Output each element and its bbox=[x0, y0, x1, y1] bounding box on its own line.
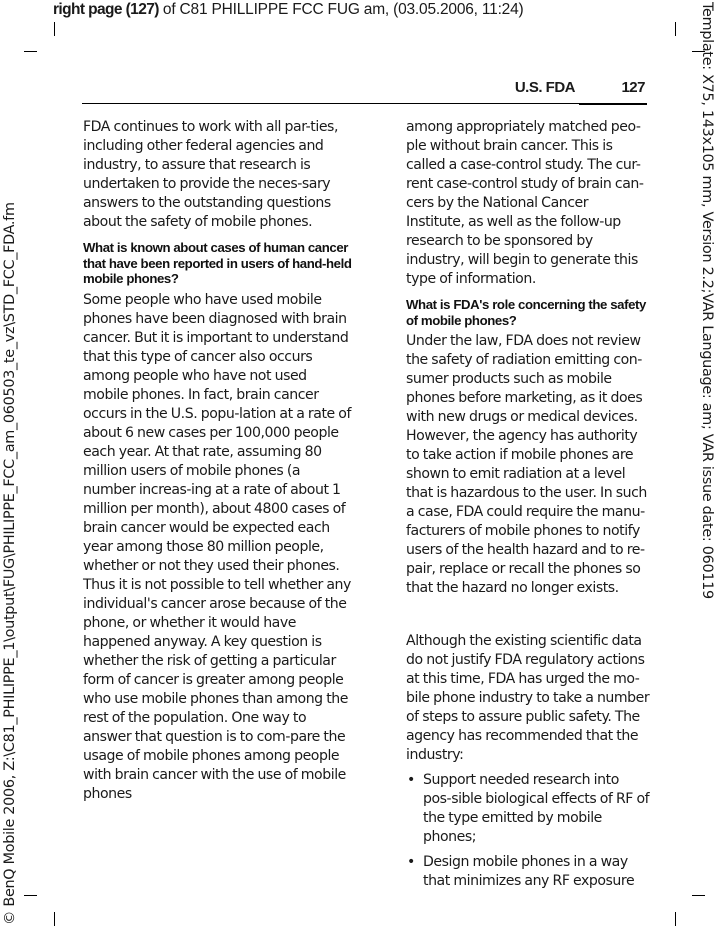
list-item-text: Design mobile phones in a way that minimizes any RF exposure bbox=[423, 854, 635, 889]
crop-mark-top-right-vertical bbox=[675, 22, 676, 36]
paragraph-under-the-law: Under the law, FDA does not review the safety of radiation emitting con-sumer products such as mobile phones before marketing, as it does with new drugs or medical devices. However, the agency has authority to take action if mobile phones are shown to emit radiation at a level that is hazardous to the user. In such a case, FDA could require the manu-facturers of mobile phones to notify users of the health hazard and to re-pair, replace or recall the phones so that the hazard no longer exists. bbox=[406, 333, 647, 596]
bullet-icon: • bbox=[407, 772, 415, 788]
paragraph-brain-cancer: Some people who have used mobile phones have been diagnosed with brain cancer. But it is important to understand that this type of cancer also occurs among people who have not used mobile phones. In fact, brain cancer occurs in the U.S. popu-lation at a rate of about 6 new cases per 100,000 people each year. At that rate, assuming 80 million users of mobile phones (a number increas-ing at a rate of about 1 million per month), about 4800 cases of brain cancer would be expected each year among those 80 million people, whether or not they used their phones. Thus it is not possible to tell whether any individual's cancer arose because of the phone, or whether it would have happened anyway. A key question is whether the risk of getting a particular form of cancer is greater among people who use mobile phones than among the rest of the population. One way to answer that question is to com-pare the usage of mobile phones among people with brain cancer with the use of mobile phones bbox=[83, 291, 351, 802]
header-rule-accent bbox=[579, 103, 647, 105]
crop-mark-top-left-horizontal bbox=[24, 51, 37, 52]
heading-fda-role: What is FDA's role concerning the safety of mobile phones? bbox=[406, 297, 646, 328]
list-item bbox=[406, 853, 650, 891]
crop-mark-top-left-vertical bbox=[54, 22, 55, 36]
crop-mark-bottom-left-horizontal bbox=[24, 895, 37, 896]
crop-mark-bottom-right-vertical bbox=[675, 912, 676, 926]
copyright-path-vertical: © BenQ Mobile 2006, Z:\C81_PHILIPPE_1\output\FUG\PHILIPPE_FCC_am_060503_te_vz\STD_FCC_FDA.fm bbox=[2, 202, 18, 925]
left-column bbox=[83, 118, 355, 804]
file-info-text: of C81 PHILLIPPE FCC FUG am, (03.05.2006, 11:24) bbox=[158, 1, 524, 18]
template-info-vertical: Template: X75, 143x105 mm, Version 2.2;VAR Language: am; VAR issue date: 060119 bbox=[699, 2, 715, 599]
paragraph-although: Although the existing scientific data do not justify FDA regulatory actions at this time, FDA has urged the mo-bile phone industry to take a number of steps to assure public safety. The agency has recommended that the industry: bbox=[406, 633, 650, 763]
page-number: 127 bbox=[621, 79, 645, 96]
list-item bbox=[406, 771, 650, 847]
file-info-line bbox=[53, 0, 523, 20]
recommendation-list bbox=[406, 771, 650, 891]
bullet-icon: • bbox=[407, 854, 415, 870]
right-column bbox=[406, 118, 650, 897]
paragraph-case-control: among appropriately matched peo-ple without brain cancer. This is called a case-control study. The cur-rent case-control study of brain can-cers by the National Cancer Institute, as well as the follow-up research to be sponsored by industry, will begin to generate this type of information. bbox=[406, 119, 644, 287]
paragraph-spacer bbox=[406, 598, 650, 632]
page-label: right page (127) bbox=[53, 1, 159, 18]
section-title: U.S. FDA bbox=[514, 79, 575, 96]
running-header bbox=[82, 79, 647, 104]
list-item-text: Support needed research into pos-sible biological effects of RF of the type emitted by mobile phones; bbox=[423, 772, 650, 845]
paragraph-fda-continues: FDA continues to work with all par-ties, including other federal agencies and industry, to assure that research is undertaken to provide the neces-sary answers to the outstanding questions about the safety of mobile phones. bbox=[83, 119, 338, 230]
crop-mark-bottom-right-horizontal bbox=[692, 895, 705, 896]
heading-known-cancer-cases: What is known about cases of human cancer that have been reported in users of hand-held mobile phones? bbox=[83, 240, 352, 286]
crop-mark-bottom-left-vertical bbox=[54, 912, 55, 926]
